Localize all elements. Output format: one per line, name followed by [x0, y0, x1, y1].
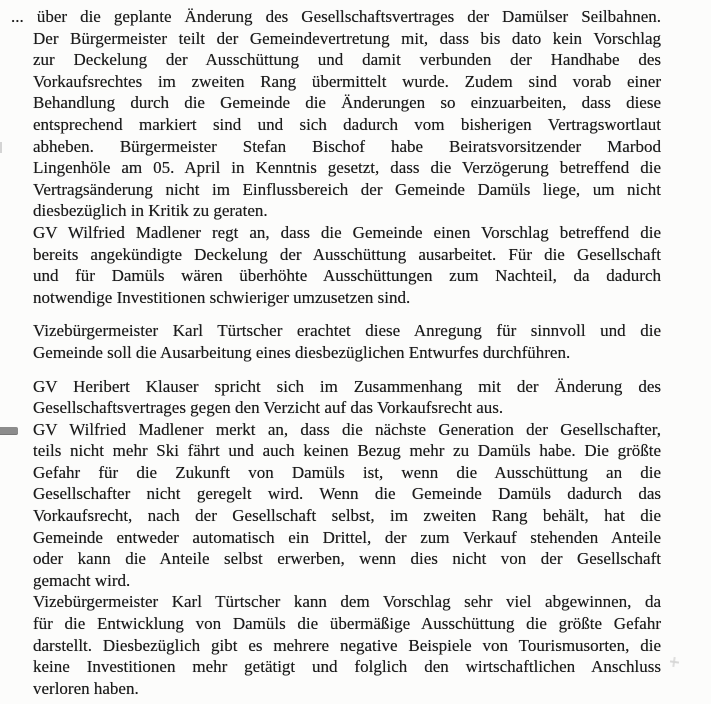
text-line: Gesellschafter nicht geregelt wird. Wenn die Gemeinde Damüls dadurch das [33, 484, 661, 504]
text-line: verloren haben. [33, 678, 139, 698]
document-text [11, 6, 661, 699]
text-line: Vizebürgermeister Karl Türtscher erachtet diese Anregung für sinnvoll und die [33, 321, 661, 341]
ellipsis-prefix: ... [11, 7, 24, 26]
text-line: Lingenhöle am 05. April in Kenntnis gesetzt, dass die Verzögerung betreffend die [33, 158, 661, 178]
line-text: über die geplante Änderung des Gesellschaftsvertrages der Damülser Seilbahnen. [36, 7, 661, 26]
paragraph-6 [33, 591, 661, 699]
text-line: Gefahr für die Zukunft von Damüls ist, wenn die Ausschüttung an die [33, 462, 661, 482]
text-line: diesbezüglich in Kritik zu geraten. [33, 201, 268, 221]
text-line: Vorkaufsrecht, nach der Gesellschaft selbst, im zweiten Rang behält, hat die [33, 506, 661, 526]
text-line: Gemeinde soll die Ausarbeitung eines diesbezüglichen Entwurfes durchführen. [33, 342, 571, 362]
text-line: Der Bürgermeister teilt der Gemeindevertretung mit, dass bis dato kein Vorschlag [33, 28, 661, 48]
text-line: bereits angekündigte Deckelung der Ausschüttung ausarbeitet. Für die Gesellschaft [33, 244, 661, 264]
paragraph-4 [33, 376, 661, 419]
text-line: gemacht wird. [33, 570, 131, 590]
text-line: zur Deckelung der Ausschüttung und damit verbunden der Handhabe des [33, 50, 661, 70]
text-line: GV Wilfried Madlener merkt an, dass die nächste Generation der Gesellschafter, [33, 419, 661, 439]
text-line: keine Investitionen mehr getätigt und folglich den wirtschaftlichen Anschluss [33, 657, 661, 677]
text-line: GV Heribert Klauser spricht sich im Zusammenhang mit der Änderung des [33, 376, 661, 396]
text-line: teils nicht mehr Ski fährt und auch keinen Bezug mehr zu Damüls habe. Die größte [33, 441, 661, 461]
text-line: für die Entwicklung von Damüls die übermäßige Ausschüttung die größte Gefahr [33, 614, 661, 634]
text-line: entsprechend markiert sind und sich dadurch vom bisherigen Vertragswortlaut [33, 114, 661, 134]
text-line: Behandlung durch die Gemeinde die Änderungen so einzuarbeiten, dass diese [33, 93, 661, 113]
text-line: notwendige Investitionen schwieriger umzusetzen sind. [33, 287, 411, 307]
text-line: abheben. Bürgermeister Stefan Bischof habe Beiratsvorsitzender Marbod [33, 136, 661, 156]
text-line: Gemeinde entweder automatisch ein Drittel, der zum Verkauf stehenden Anteile [33, 527, 661, 547]
scan-artifact-margin-bar [0, 427, 18, 435]
text-line: Vorkaufsrechtes im zweiten Rang übermittelt wurde. Zudem sind vorab einer [33, 71, 661, 91]
paragraph-5 [33, 419, 661, 592]
text-line [11, 6, 661, 28]
paragraph-3 [33, 320, 661, 363]
text-line: Vizebürgermeister Karl Türtscher kann dem Vorschlag sehr viel abgewinnen, da [33, 592, 661, 612]
text-line: und für Damüls wären überhöhte Ausschüttungen zum Nachteil, da dadurch [33, 266, 661, 286]
paragraph-2 [33, 222, 661, 308]
text-line: Gesellschaftsvertrages gegen den Verzicht auf das Vorkaufsrecht aus. [33, 398, 504, 418]
scan-artifact-edge-dash [0, 142, 2, 153]
text-line: oder kann die Anteile selbst erwerben, wenn dies nicht von der Gesellschaft [33, 549, 661, 569]
paragraph-1 [11, 6, 661, 222]
text-line: Vertragsänderung nicht im Einflussbereich der Gemeinde Damüls liege, um nicht [33, 179, 661, 199]
text-line: darstellt. Diesbezüglich gibt es mehrere negative Beispiele von Tourismusorten, die [33, 635, 661, 655]
text-line: GV Wilfried Madlener regt an, dass die Gemeinde einen Vorschlag betreffend die [33, 222, 661, 242]
